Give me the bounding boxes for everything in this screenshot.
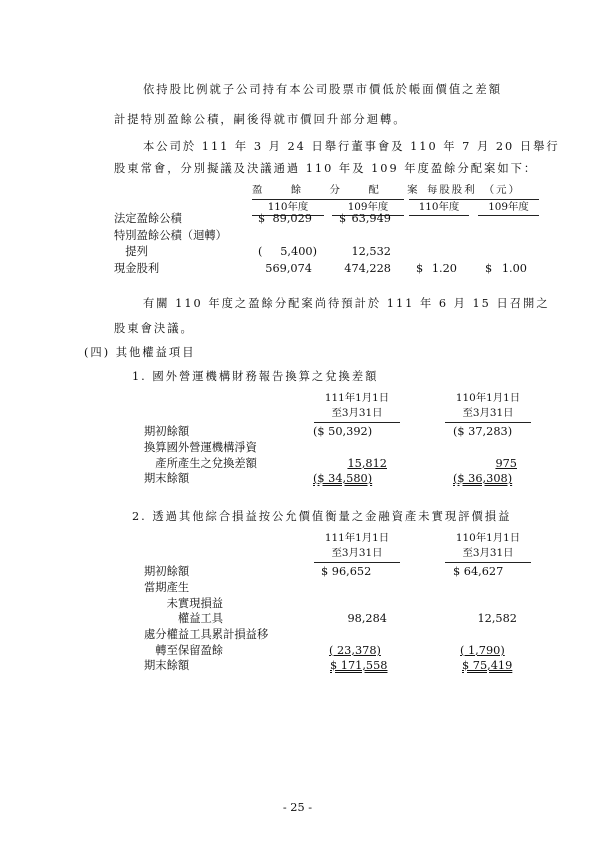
dist-group-header: 盈 餘 分 配 案: [252, 184, 427, 196]
col1-header-1: 111年1月1日: [324, 532, 390, 544]
value-111: $ 96,652: [321, 565, 372, 578]
value-111: ( 23,378): [329, 644, 381, 657]
section-title: (四) 其他權益項目: [84, 346, 196, 359]
value-110: 975: [495, 457, 517, 470]
group-rule: [409, 199, 539, 200]
table-row-label: 現金股利: [114, 262, 160, 275]
col-rule: [478, 215, 539, 216]
amount-109: 63,949: [351, 212, 391, 225]
col-rule: [314, 422, 400, 423]
amount-109: 12,532: [351, 245, 391, 258]
dividend-110: 1.20: [431, 262, 457, 275]
page-number: - 25 -: [282, 801, 313, 814]
amount-109: 474,228: [344, 262, 391, 275]
col1-header-2: 至3月31日: [331, 407, 383, 419]
col2-header-2: 至3月31日: [462, 547, 514, 559]
value-111: 15,812: [347, 457, 387, 470]
table-row-label: 特別盈餘公積（迴轉）: [114, 229, 227, 242]
value-110: 12,582: [477, 612, 517, 625]
value-110: $ 75,419: [462, 659, 513, 672]
amount-110: 89,029: [272, 212, 312, 225]
value-110: ( 1,790): [460, 644, 505, 657]
value-110: ($ 36,308): [453, 472, 513, 485]
value-111: $ 171,558: [330, 659, 388, 672]
col2-header-2: 至3月31日: [462, 407, 514, 419]
note-line-2: 股東會決議。: [114, 322, 194, 335]
intro-line-4: 股東常會，分別擬議及決議通過 110 年及 109 年度盈餘分配案如下：: [114, 162, 538, 175]
table-row-label: 提列: [114, 245, 148, 258]
dividend-109: 1.00: [501, 262, 527, 275]
currency-symbol: $: [258, 212, 266, 225]
value-111: ($ 34,580): [313, 472, 373, 485]
col-rule: [314, 562, 400, 563]
table-row-label: 期初餘額: [144, 425, 190, 438]
intro-line-3: 本公司於 111 年 3 月 24 日舉行董事會及 110 年 7 月 20 日舉行: [143, 140, 560, 153]
value-110: $ 64,627: [453, 565, 504, 578]
col-header-109: 109年度: [347, 201, 389, 213]
table-row-label: 權益工具: [144, 612, 224, 625]
table-row-label: 法定盈餘公積: [114, 212, 182, 225]
col-header-div-109: 109年度: [488, 201, 529, 213]
item-2-title: 2. 透過其他綜合損益按公允價值衡量之金融資產未實現評價損益: [132, 510, 512, 523]
amount-110: 569,074: [265, 262, 312, 275]
table-row-label: 期末餘額: [144, 472, 190, 485]
note-line-1: 有關 110 年度之盈餘分配案尚待預計於 111 年 6 月 15 日召開之: [143, 297, 550, 310]
value-111: 98,284: [347, 612, 387, 625]
table-row-label: 期末餘額: [144, 659, 190, 672]
col-rule: [445, 562, 531, 563]
table-row-label: 轉至保留盈餘: [144, 644, 224, 657]
dividend-group-header: 每股股利 （元）: [427, 184, 521, 196]
currency-symbol: $: [416, 262, 424, 275]
table-row-label: 未實現損益: [144, 597, 224, 610]
table-row-label: 期初餘額: [144, 565, 190, 578]
col-rule: [409, 215, 469, 216]
value-111: ($ 50,392): [313, 425, 373, 438]
col-header-div-110: 110年度: [418, 201, 460, 213]
col-header-110: 110年度: [267, 201, 309, 213]
open-paren: (: [258, 245, 263, 258]
group-rule: [252, 199, 404, 200]
intro-line-1: 依持股比例就子公司持有本公司股票市價低於帳面價值之差額: [143, 83, 503, 96]
table-row-label: 產所產生之兌換差額: [144, 457, 257, 470]
table-row-label: 換算國外營運機構淨資: [144, 441, 257, 454]
currency-symbol: $: [485, 262, 493, 275]
table-row-label: 當期產生: [144, 581, 190, 594]
col2-header-1: 110年1月1日: [455, 532, 521, 544]
col1-header-1: 111年1月1日: [324, 392, 390, 404]
table-row-label: 處分權益工具累計損益移: [144, 628, 269, 641]
item-1-title: 1. 國外營運機構財務報告換算之兌換差額: [132, 370, 379, 383]
col-rule: [445, 422, 531, 423]
col2-header-1: 110年1月1日: [455, 392, 521, 404]
value-110: ($ 37,283): [453, 425, 513, 438]
col1-header-2: 至3月31日: [331, 547, 383, 559]
intro-line-2: 計提特別盈餘公積，嗣後得就市價回升部分迴轉。: [114, 113, 407, 126]
amount-110: 5,400): [280, 245, 317, 258]
currency-symbol: $: [339, 212, 347, 225]
